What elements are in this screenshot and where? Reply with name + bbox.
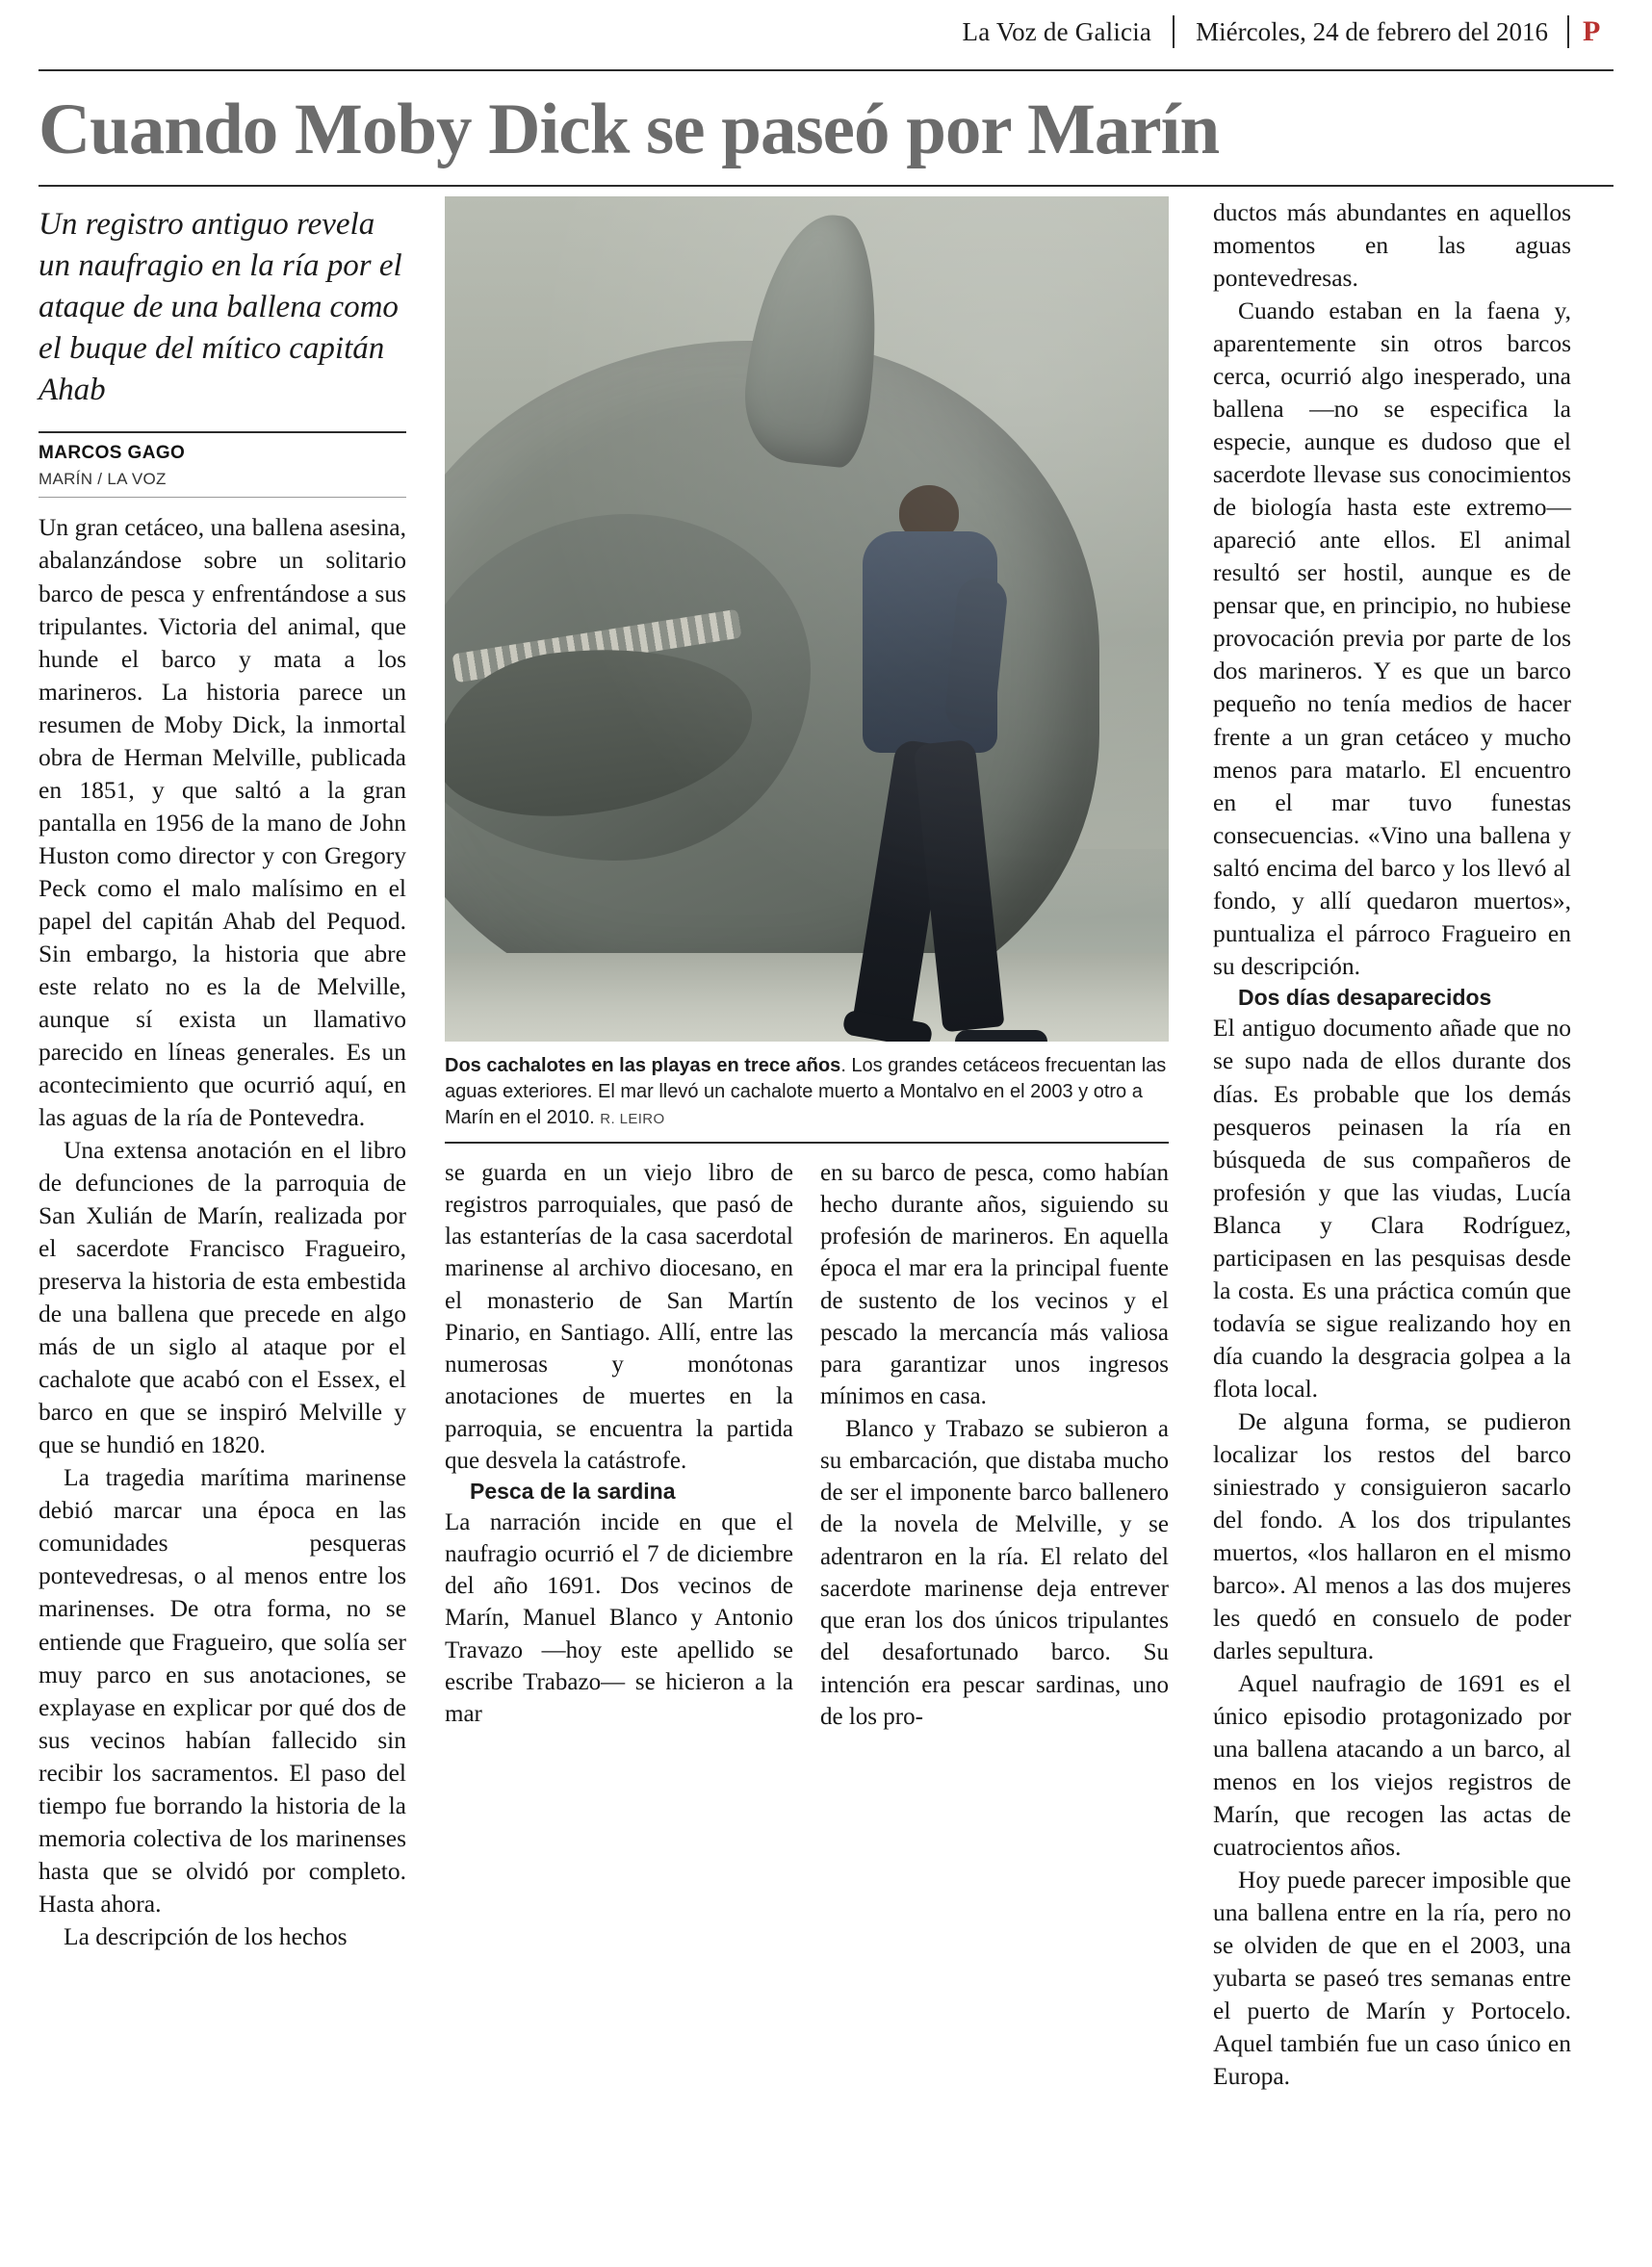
photo-block <box>445 196 1169 1144</box>
byline-rule <box>39 431 406 433</box>
column-left <box>39 196 422 2093</box>
masthead-page-marker: P <box>1583 15 1601 47</box>
masthead-rule <box>39 69 1613 71</box>
paragraph: Blanco y Trabazo se subieron a su embarcación, que distaba mucho de ser el imponente barco ballenero de la novela de Melville, y se adentraron en la ría. El relato del sacerdote marinense deja entrever que eran los dos únicos tripulantes del desafortunado barco. Su intención era pescar sardinas, uno de los pro- <box>820 1415 1169 1730</box>
paragraph: La tragedia marítima marinense debió marcar una época en las comunidades pesqueras pontevedresas, o al menos entre los marinenses. De otra forma, no se entiende que Fragueiro, que solía ser muy parco en sus anotaciones, se explayase en explicar por qué dos de sus vecinos habían fallecido sin recibir los sacramentos. El paso del tiempo fue borrando la historia de la memoria colectiva de los marinenses hasta que se olvidó por completo. Hasta ahora. <box>39 1463 406 1918</box>
photo-credit: R. LEIRO <box>600 1111 665 1128</box>
photo-caption <box>445 1053 1169 1144</box>
paragraph: Cuando estaban en la faena y, aparentemente sin otros barcos cerca, ocurrió algo inesperado, una ballena —no se especifica la especie, aunque es dudoso que el sacerdote llevase sus conocimientos de biología hasta este extremo— apareció ante ellos. El animal resultó ser hostil, aunque es de pensar que, en principio, no hubiese provocación previa por parte de los dos marineros. Y es que un barco pequeño no tenía medios de hacer frente a un gran cetáceo y mucho menos para matarlo. El encuentro en el mar tuvo funestas consecuencias. «Vino una ballena y saltó encima del barco y los llevó al fondo, y allí quedaron muertos», puntualiza el párroco Fragueiro en su descripción. <box>1213 296 1571 980</box>
caption-text: . Los grandes cetáceos frecuentan las aguas exteriores. El mar llevó un cachalote muerto a Montalvo en el 2003 y otro a Marín en el 2010. <box>445 1055 1167 1129</box>
paragraph: ductos más abundantes en aquellos momentos en las aguas pontevedresas. <box>1213 198 1571 293</box>
paragraph: Aquel naufragio de 1691 es el único episodio protagonizado por una ballena atacando a un barco, al menos en los viejos registros de Marín, que recogen las actas de cuatrocientos años. <box>1213 1669 1571 1862</box>
paragraph: se guarda en un viejo libro de registros parroquiales, que pasó de las estanterías de la casa sacerdotal marinense al archivo diocesano, en el monasterio de San Martín Pinario, en Santiago. Allí, entre las numerosas y monótonas anotaciones de muertes en la parroquia, se encuentra la partida que desvela la catástrofe. <box>445 1159 793 1474</box>
byline-location: MARÍN / LA VOZ <box>39 470 406 498</box>
subhead-pesca-sardina: Pesca de la sardina <box>470 1479 676 1505</box>
masthead <box>39 0 1613 64</box>
paragraph: La narración incide en que el naufragio ocurrió el 7 de diciembre del año 1691. Dos vecinos de Marín, Manuel Blanco y Antonio Travazo —hoy este apellido se escribe Trabazo— se hicieron a la mar <box>445 1508 793 1728</box>
body-right <box>1213 196 1575 2093</box>
photo-beach <box>445 953 1169 1042</box>
paragraph: Una extensa anotación en el libro de defunciones de la parroquia de San Xulián de Marín, realizada por el sacerdote Francisco Fragueiro, preserva la historia de esta embestida de una ballena que precede en algo más de un siglo al ataque por el cachalote que acabó con el Essex, el barco en que se inspiró Melville y que se hundió en 1820. <box>39 1136 406 1459</box>
paragraph: Hoy puede parecer imposible que una ballena entre en la ría, pero no se olviden de que en el 2003, una yubarta se paseó tres semanas entre el puerto de Marín y Portocelo. Aquel también fue un caso único en Europa. <box>1213 1866 1571 2091</box>
person-legs <box>874 741 997 1030</box>
person-shoe-right <box>955 1030 1047 1042</box>
column-center <box>422 196 1192 2093</box>
masthead-paper-name: La Voz de Galicia <box>962 16 1152 46</box>
lower-columns <box>445 1157 1169 1734</box>
column-lower-right <box>820 1157 1169 1734</box>
paragraph: El antiguo documento añade que no se supo nada de ellos durante dos días. Es probable que los demás pesqueros peinasen la ría en búsqueda de sus compañeros de profesión y que las viudas, Lucía Blanca y Clara Rodríguez, participasen en las pesquisas desde la costa. Es una práctica común que todavía se sigue realizando hoy en día cuando la desgracia golpea a la flota local. <box>1213 1014 1571 1403</box>
column-right <box>1192 196 1575 2093</box>
byline-author: MARCOS GAGO <box>39 443 186 464</box>
column-lower-left <box>445 1157 793 1734</box>
page-title: Cuando Moby Dick se paseó por Marín <box>39 90 1220 169</box>
paragraph: De alguna forma, se pudieron localizar los restos del barco siniestrado y consiguieron sacarlo del fondo. A los dos tripulantes muertos, «los hallaron en el mismo barco». Al menos a las dos mujeres les quedó en consuelo de poder darles sepultura. <box>1213 1406 1571 1665</box>
body-left <box>39 498 422 1952</box>
caption-lead: Dos cachalotes en las playas en trece años <box>445 1055 841 1076</box>
paragraph: Un gran cetáceo, una ballena asesina, abalanzándose sobre un solitario barco de pesca y enfrentándose a sus tripulantes. Victoria del animal, que hunde el barco y mata a los marineros. La historia parece un resumen de Moby Dick, la inmortal obra de Herman Melville, publicada en 1851, y que saltó a la gran pantalla en 1956 de la mano de John Huston como director y con Gregory Peck como el malo malísimo en el papel del capitán Ahab del Pequod. Sin embargo, la historia que abre este relato no es la de Melville, aunque sí exista un llamativo parecido en líneas generales. Es un acontecimiento que ocurrió aquí, en las aguas de la ría de Pontevedra. <box>39 513 406 1132</box>
article-grid <box>39 196 1613 2093</box>
paragraph: La descripción de los hechos <box>64 1921 348 1950</box>
paragraph: en su barco de pesca, como habían hecho durante años, siguiendo su profesión de marineros. En aquella época el mar era la principal fuente de sustento de los vecinos y el pescado la mercancía más valiosa para garantizar unos ingresos mínimos en casa. <box>820 1159 1169 1410</box>
subhead-dos-dias-desaparecidos: Dos días desaparecidos <box>1238 984 1492 1010</box>
standfirst: Un registro antiguo revela un naufragio en la ría por el ataque de una ballena como el buque del mítico capitán Ahab <box>39 207 402 407</box>
masthead-date: Miércoles, 24 de febrero del 2016 <box>1196 16 1548 46</box>
headline-rule <box>39 185 1613 187</box>
whale-photo <box>445 196 1169 1042</box>
